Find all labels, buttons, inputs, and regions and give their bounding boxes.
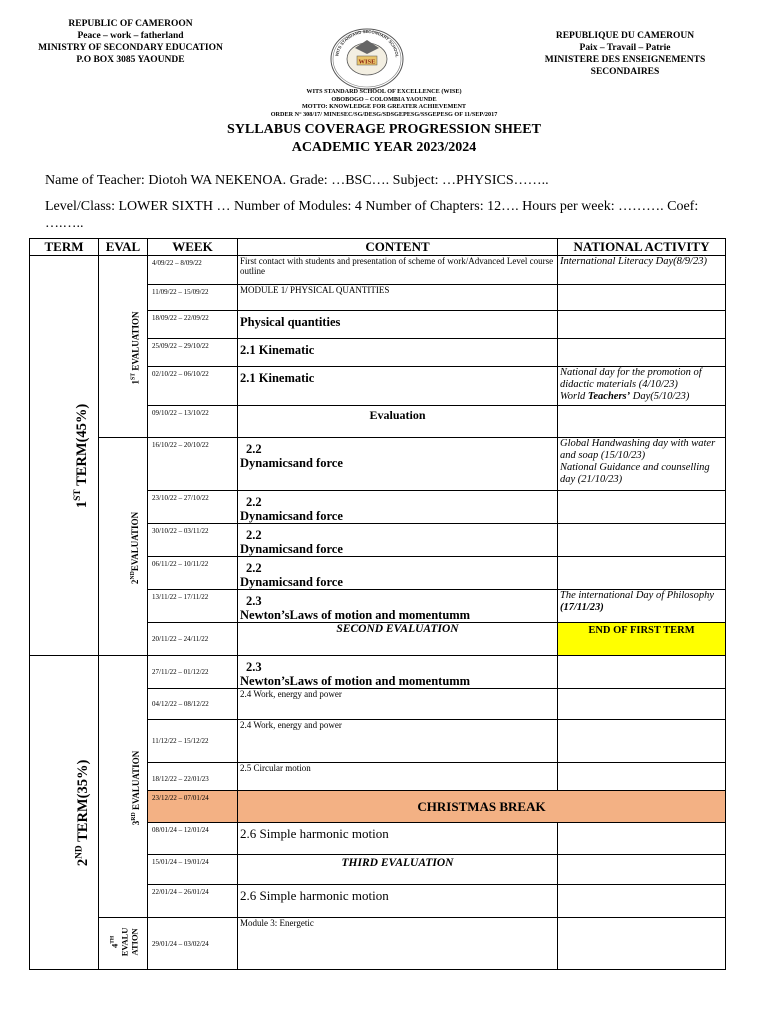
content-cell: 2.4 Work, energy and power	[238, 689, 558, 720]
week-cell: 18/12/22 – 22/01/23	[148, 763, 238, 791]
content-cell: First contact with students and presentation of scheme of work/Advanced Level course outline	[238, 256, 558, 285]
second-eval-cell	[99, 438, 148, 656]
school-logo	[328, 26, 406, 90]
content-number: 2.2	[246, 442, 262, 456]
week-cell: 23/12/22 – 07/01/24	[148, 791, 238, 823]
header-left-line: Peace – work – fatherland	[77, 31, 184, 41]
header-left-line: MINISTRY OF SECONDARY EDUCATION	[38, 43, 223, 53]
national-cell	[558, 763, 726, 791]
week-cell: 25/09/22 – 29/10/22	[148, 339, 238, 367]
content-cell	[238, 590, 558, 623]
week-cell: 27/11/22 – 01/12/22	[148, 656, 238, 689]
third-eval-label: 3RD EVALUATION	[131, 750, 142, 825]
logo-ring-text: WITS STANDARD SECONDARY SCHOOL	[334, 28, 400, 58]
header-right-line: REPUBLIQUE DU CAMEROUN	[555, 31, 695, 41]
christmas-break-cell: CHRISTMAS BREAK	[238, 791, 726, 823]
header-eval: EVAL	[99, 239, 148, 256]
academic-year: ACADEMIC YEAR 2023/2024	[291, 140, 477, 155]
school-info	[200, 88, 568, 118]
national-text-bold: (17/11/23)	[560, 602, 604, 613]
national-cell	[558, 656, 726, 689]
content-cell: Physical quantities	[238, 311, 558, 339]
national-cell	[558, 557, 726, 590]
content-cell	[238, 438, 558, 491]
national-cell	[558, 918, 726, 970]
first-term-cell	[30, 256, 99, 656]
national-cell	[558, 855, 726, 885]
school-line: ORDER N° 308/17/ MINESEC/SG/DESG/SDSGEPESG/SSGEPESG OF 11/SEP/2017	[270, 110, 498, 118]
school-line: OBOBOGO – COLOMBIA YAOUNDE	[331, 95, 437, 103]
week-cell: 06/11/22 – 10/11/22	[148, 557, 238, 590]
content-number: 2.2	[246, 561, 262, 575]
content-cell: 2.5 Circular motion	[238, 763, 558, 791]
national-cell	[558, 491, 726, 524]
content-cell: Module 3: Energetic	[238, 918, 558, 970]
third-eval-cell	[99, 656, 148, 918]
teacher-info: Name of Teacher: Diotoh WA NEKENOA. Grade: …BSC…. Subject: …PHYSICS……..	[45, 173, 549, 188]
content-cell: 2.6 Simple harmonic motion	[238, 885, 558, 918]
content-text: Dynamicsand force	[240, 456, 343, 470]
content-cell: MODULE 1/ PHYSICAL QUANTITIES	[238, 285, 558, 311]
national-cell	[558, 311, 726, 339]
header-right-line: SECONDAIRES	[590, 67, 660, 77]
week-cell: 04/12/22 – 08/12/22	[148, 689, 238, 720]
week-cell: 15/01/24 – 19/01/24	[148, 855, 238, 885]
header-right	[540, 30, 710, 78]
national-text: Global Handwashing day with water and soap (15/10/23)	[560, 438, 716, 461]
national-cell	[558, 720, 726, 763]
national-cell	[558, 524, 726, 557]
school-line: MOTTO: KNOWLEDGE FOR GREATER ACHIEVEMENT	[301, 103, 467, 111]
first-eval-label: 1ST EVALUATION	[130, 310, 141, 385]
week-cell: 11/09/22 – 15/09/22	[148, 285, 238, 311]
week-cell: 09/10/22 – 13/10/22	[148, 406, 238, 438]
national-cell	[558, 285, 726, 311]
content-cell: Evaluation	[238, 406, 558, 438]
national-text-bold: Teachers’	[587, 391, 631, 402]
table-header-row	[30, 239, 726, 256]
header-content: CONTENT	[238, 239, 558, 256]
content-text: Dynamicsand force	[240, 542, 343, 556]
content-cell: THIRD EVALUATION	[238, 855, 558, 885]
content-number: 2.3	[246, 594, 262, 608]
national-cell	[558, 339, 726, 367]
table-row	[30, 656, 726, 689]
first-term-label: 1ST TERM(45%)	[73, 403, 91, 508]
content-cell: 2.1 Kinematic	[238, 367, 558, 406]
national-text: National Guidance and counselling day (21/10/23)	[560, 462, 710, 485]
syllabus-table	[29, 238, 726, 970]
national-text: World	[560, 391, 588, 402]
national-text: National day for the promotion of didactic materials (4/10/23)	[560, 367, 702, 390]
table-row	[30, 256, 726, 285]
week-cell: 23/10/22 – 27/10/22	[148, 491, 238, 524]
header-week: WEEK	[148, 239, 238, 256]
second-eval-label: 2NDEVALUATION	[130, 511, 141, 584]
content-cell: 2.4 Work, energy and power	[238, 720, 558, 763]
national-cell	[558, 438, 726, 491]
week-cell: 16/10/22 – 20/10/22	[148, 438, 238, 491]
national-cell	[558, 885, 726, 918]
national-cell	[558, 367, 726, 406]
content-text: Dynamicsand force	[240, 575, 343, 589]
national-text: The international Day of Philosophy	[560, 590, 714, 601]
national-cell	[558, 689, 726, 720]
week-cell: 13/11/22 – 17/11/22	[148, 590, 238, 623]
content-cell: 2.1 Kinematic	[238, 339, 558, 367]
class-info: Level/Class: LOWER SIXTH … Number of Modules: 4 Number of Chapters: 12…. Hours per week: ………. Coef:	[45, 199, 699, 214]
logo-center-text: WISE	[358, 58, 376, 66]
header-right-line: MINISTERE DES ENSEIGNEMENTS	[544, 55, 706, 65]
school-line: WITS STANDARD SCHOOL OF EXCELLENCE (WISE)	[306, 88, 462, 95]
content-cell	[238, 557, 558, 590]
content-number: 2.2	[246, 495, 262, 509]
header-national-activity: NATIONAL ACTIVITY	[558, 239, 726, 256]
header-right-line: Paix – Travail – Patrie	[579, 43, 671, 53]
week-cell: 18/09/22 – 22/09/22	[148, 311, 238, 339]
week-cell: 4/09/22 – 8/09/22	[148, 256, 238, 285]
table-row	[30, 918, 726, 970]
fourth-eval-label: 4TH EVALU ATION	[108, 927, 139, 957]
national-cell: International Literacy Day(8/9/23)	[558, 256, 726, 285]
week-cell: 30/10/22 – 03/11/22	[148, 524, 238, 557]
fourth-eval-cell	[99, 918, 148, 970]
second-term-label: 2ND TERM(35%)	[74, 759, 92, 866]
week-cell: 29/01/24 – 03/02/24	[148, 918, 238, 970]
second-term-cell	[30, 656, 99, 970]
header-left-line: P.O BOX 3085 YAOUNDE	[76, 55, 185, 65]
national-cell	[558, 823, 726, 855]
week-cell: 22/01/24 – 26/01/24	[148, 885, 238, 918]
first-eval-cell	[99, 256, 148, 438]
header-left-line: REPUBLIC OF CAMEROON	[68, 19, 193, 29]
week-cell: 11/12/22 – 15/12/22	[148, 720, 238, 763]
class-info-cont: ….…..	[45, 216, 84, 231]
content-cell: 2.6 Simple harmonic motion	[238, 823, 558, 855]
national-text: Day(5/10/23)	[630, 391, 690, 402]
content-number: 2.2	[246, 528, 262, 542]
week-cell: 20/11/22 – 24/11/22	[148, 623, 238, 656]
header-term: TERM	[30, 239, 99, 256]
national-cell	[558, 590, 726, 623]
content-cell	[238, 491, 558, 524]
content-cell: SECOND EVALUATION	[238, 623, 558, 656]
content-text: Newton’sLaws of motion and momentumm	[240, 674, 471, 688]
table-row	[30, 438, 726, 491]
week-cell: 08/01/24 – 12/01/24	[148, 823, 238, 855]
week-cell: 02/10/22 – 06/10/22	[148, 367, 238, 406]
header-left	[28, 18, 233, 66]
content-text: Dynamicsand force	[240, 509, 343, 523]
document-title: SYLLABUS COVERAGE PROGRESSION SHEET	[227, 122, 541, 137]
content-number: 2.3	[246, 660, 262, 674]
content-text: Newton’sLaws of motion and momentumm	[240, 608, 471, 622]
content-cell	[238, 524, 558, 557]
national-cell	[558, 406, 726, 438]
content-cell	[238, 656, 558, 689]
end-of-term-cell: END OF FIRST TERM	[558, 623, 726, 656]
